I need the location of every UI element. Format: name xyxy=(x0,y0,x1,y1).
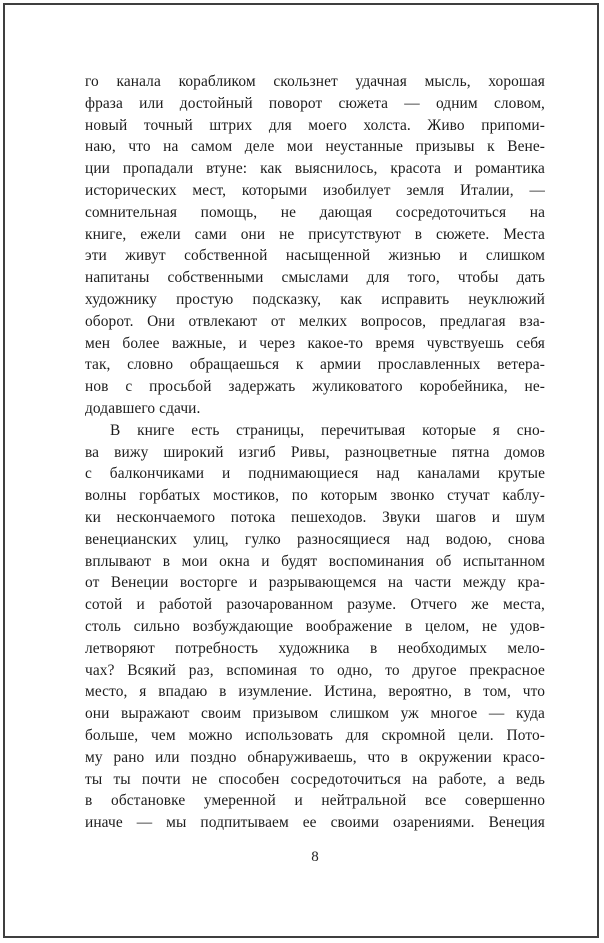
text-line: го канала корабликом скользнет удачная мысль, хорошая xyxy=(85,73,545,90)
text-line: сомнительная помощь, не дающая сосредоточиться на xyxy=(85,203,545,221)
page-number: 8 xyxy=(311,849,319,865)
text-line: исторических мест, которыми изобилует земля Италии, — xyxy=(85,181,545,199)
text-line: новый точный штрих для моего холста. Живо припоми- xyxy=(85,116,545,134)
text-line: книге, ежели сами они не присутствуют в сюжете. Места xyxy=(85,225,545,243)
text-line: столь сильно возбуждающие воображение в целом, не удов- xyxy=(85,617,545,635)
text-line: напитаны собственными смыслами для того, чтобы дать xyxy=(85,269,545,287)
text-line: вплывают в мои окна и будят воспоминания об испытанном xyxy=(85,552,545,570)
paragraph xyxy=(85,420,545,834)
text-line: летворяют потребность художника в необходимых мело- xyxy=(85,639,545,657)
text-line: они выражают своим призывом слишком уж многое — куда xyxy=(85,705,545,723)
text-line: ты ты почти не способен сосредоточиться на работе, а ведь xyxy=(85,770,545,788)
text-line: оборот. Они отвлекают от мелких вопросов, предлагая вза- xyxy=(85,312,545,330)
text-line: сотой и работой разочарованном разуме. Отчего же места, xyxy=(85,596,545,614)
paragraph xyxy=(85,71,545,420)
text-line: му рано или поздно обнаруживаешь, что в окружении красо- xyxy=(85,748,545,766)
text-line: додавшего сдачи. xyxy=(85,399,201,417)
text-line: эти живут собственной насыщенной жизнью и слишком xyxy=(85,247,545,265)
text-line: ки нескончаемого потока пешеходов. Звуки шагов и шум xyxy=(85,508,545,526)
text-line: ции пропадали втуне: как выяснилось, красота и романтика xyxy=(85,160,545,178)
text-line: нов с просьбой задержать жуликоватого коробейника, не- xyxy=(85,378,545,396)
text-line: в обстановке умеренной и нейтральной все совершенно xyxy=(85,792,545,810)
text-line: мен более важные, и через какое-то время чувствуешь себя xyxy=(85,334,545,352)
text-line: больше, чем можно использовать для скромной цели. Пото- xyxy=(85,726,545,744)
text-line: наю, что на самом деле мои неустанные призывы к Вене- xyxy=(85,138,545,156)
text-line: венецианских улиц, гулко разносящиеся над водою, снова xyxy=(85,530,545,548)
page-text xyxy=(85,71,545,834)
text-line: волны горбатых мостиков, по которым звонко стучат каблу- xyxy=(85,487,545,505)
text-line: с балкончиками и поднимающиеся над каналами крутые xyxy=(85,465,545,483)
text-line: иначе — мы подпитываем ее своими озарениями. Венеция xyxy=(85,814,545,832)
text-line: В книге есть страницы, перечитывая которые я сно- xyxy=(110,421,545,439)
text-line: чах? Всякий раз, вспоминая то одно, то другое прекрасное xyxy=(85,661,545,679)
text-line: так, словно обращаешься к армии прославленных ветера- xyxy=(85,356,545,374)
text-line: от Венеции восторге и разрывающемся на части между кра- xyxy=(85,574,545,592)
text-line: фраза или достойный поворот сюжета — одним словом, xyxy=(85,94,545,112)
text-line: художнику простую подсказку, как исправить неуклюжий xyxy=(85,290,545,308)
text-line: ва вижу широкий изгиб Ривы, разноцветные пятна домов xyxy=(85,443,545,461)
text-line: место, я впадаю в изумление. Истина, вероятно, в том, что xyxy=(85,683,545,701)
